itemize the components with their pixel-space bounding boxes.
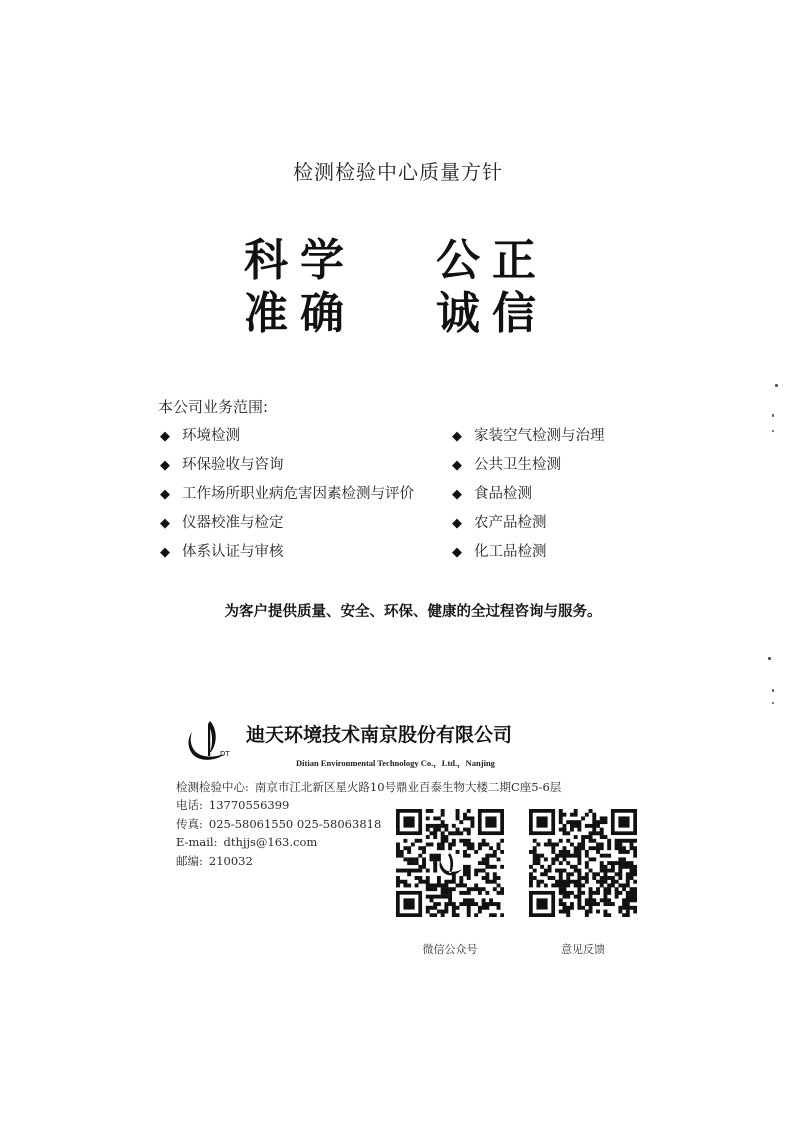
scan-speck xyxy=(772,430,774,432)
email-label: E-mail: xyxy=(176,835,218,849)
diamond-bullet-icon: ◆ xyxy=(160,429,170,444)
scan-speck xyxy=(775,384,778,387)
motto-char: 诚 xyxy=(436,288,480,339)
address-value: 南京市江北新区星火路10号鼎业百泰生物大楼二期C座5-6层 xyxy=(254,780,562,794)
diamond-bullet-icon: ◆ xyxy=(452,516,462,531)
feedback-qr-code-icon xyxy=(529,809,637,917)
motto-char: 确 xyxy=(300,288,344,339)
fax-line xyxy=(176,816,381,832)
address-label: 检测检验中心: xyxy=(176,780,249,794)
list-item: ◆ 环境检测 xyxy=(160,422,414,451)
service-tagline: 为客户提供质量、安全、环保、健康的全过程咨询与服务。 xyxy=(224,604,602,620)
postcode-line xyxy=(176,853,253,869)
diamond-bullet-icon: ◆ xyxy=(452,545,462,560)
company-logo-icon xyxy=(184,718,236,764)
phone-line xyxy=(176,797,289,813)
email-line xyxy=(176,835,317,849)
list-item: ◆ 环保验收与咨询 xyxy=(160,451,414,480)
wechat-qr-code-icon xyxy=(396,809,504,917)
list-item: ◆ 化工品检测 xyxy=(452,538,605,567)
email-value: dthjjs@163.com xyxy=(223,835,318,849)
scan-speck xyxy=(772,689,774,692)
list-item: ◆ 食品检测 xyxy=(452,480,605,509)
diamond-bullet-icon: ◆ xyxy=(452,458,462,473)
diamond-bullet-icon: ◆ xyxy=(452,487,462,502)
motto-char: 公 xyxy=(436,235,480,286)
wechat-qr-caption: 微信公众号 xyxy=(422,943,478,956)
company-name: 迪天环境技术南京股份有限公司 xyxy=(246,724,513,746)
phone-value: 13770556399 xyxy=(208,798,290,812)
address-line xyxy=(176,779,561,795)
list-item: ◆ 公共卫生检测 xyxy=(452,451,605,480)
motto-char: 准 xyxy=(244,288,288,339)
scan-speck xyxy=(772,702,774,704)
list-item: ◆ 农产品检测 xyxy=(452,509,605,538)
diamond-bullet-icon: ◆ xyxy=(160,487,170,502)
diamond-bullet-icon: ◆ xyxy=(452,429,462,444)
list-item: ◆ 仪器校准与检定 xyxy=(160,509,414,538)
company-name-english: Ditian Environmental Technology Co.，Ltd.，Nanjing xyxy=(296,758,495,768)
motto-row-1 xyxy=(238,236,542,286)
postcode-label: 邮编: xyxy=(176,854,203,868)
fax-label: 传真: xyxy=(176,817,203,831)
motto-char: 正 xyxy=(492,235,536,286)
postcode-value: 210032 xyxy=(208,854,253,868)
phone-label: 电话: xyxy=(176,798,203,812)
service-list-right xyxy=(452,422,605,567)
motto-char: 信 xyxy=(492,288,536,339)
service-list-left xyxy=(160,422,414,567)
scan-speck xyxy=(768,657,771,660)
diamond-bullet-icon: ◆ xyxy=(160,516,170,531)
scan-speck xyxy=(772,414,774,417)
diamond-bullet-icon: ◆ xyxy=(160,458,170,473)
list-item: ◆ 家装空气检测与治理 xyxy=(452,422,605,451)
list-item: ◆ 体系认证与审核 xyxy=(160,538,414,567)
list-item: ◆ 工作场所职业病危害因素检测与评价 xyxy=(160,480,414,509)
diamond-bullet-icon: ◆ xyxy=(160,545,170,560)
motto-char: 学 xyxy=(300,235,344,286)
logo-mark-text: DT xyxy=(220,750,230,758)
feedback-qr-caption: 意见反馈 xyxy=(561,943,605,956)
motto-row-2 xyxy=(238,289,542,339)
policy-heading: 检测检验中心质量方针 xyxy=(293,160,503,184)
motto-char: 科 xyxy=(244,235,288,286)
business-scope-label: 本公司业务范围: xyxy=(158,398,269,416)
fax-value: 025-58061550 025-58063818 xyxy=(208,817,382,831)
